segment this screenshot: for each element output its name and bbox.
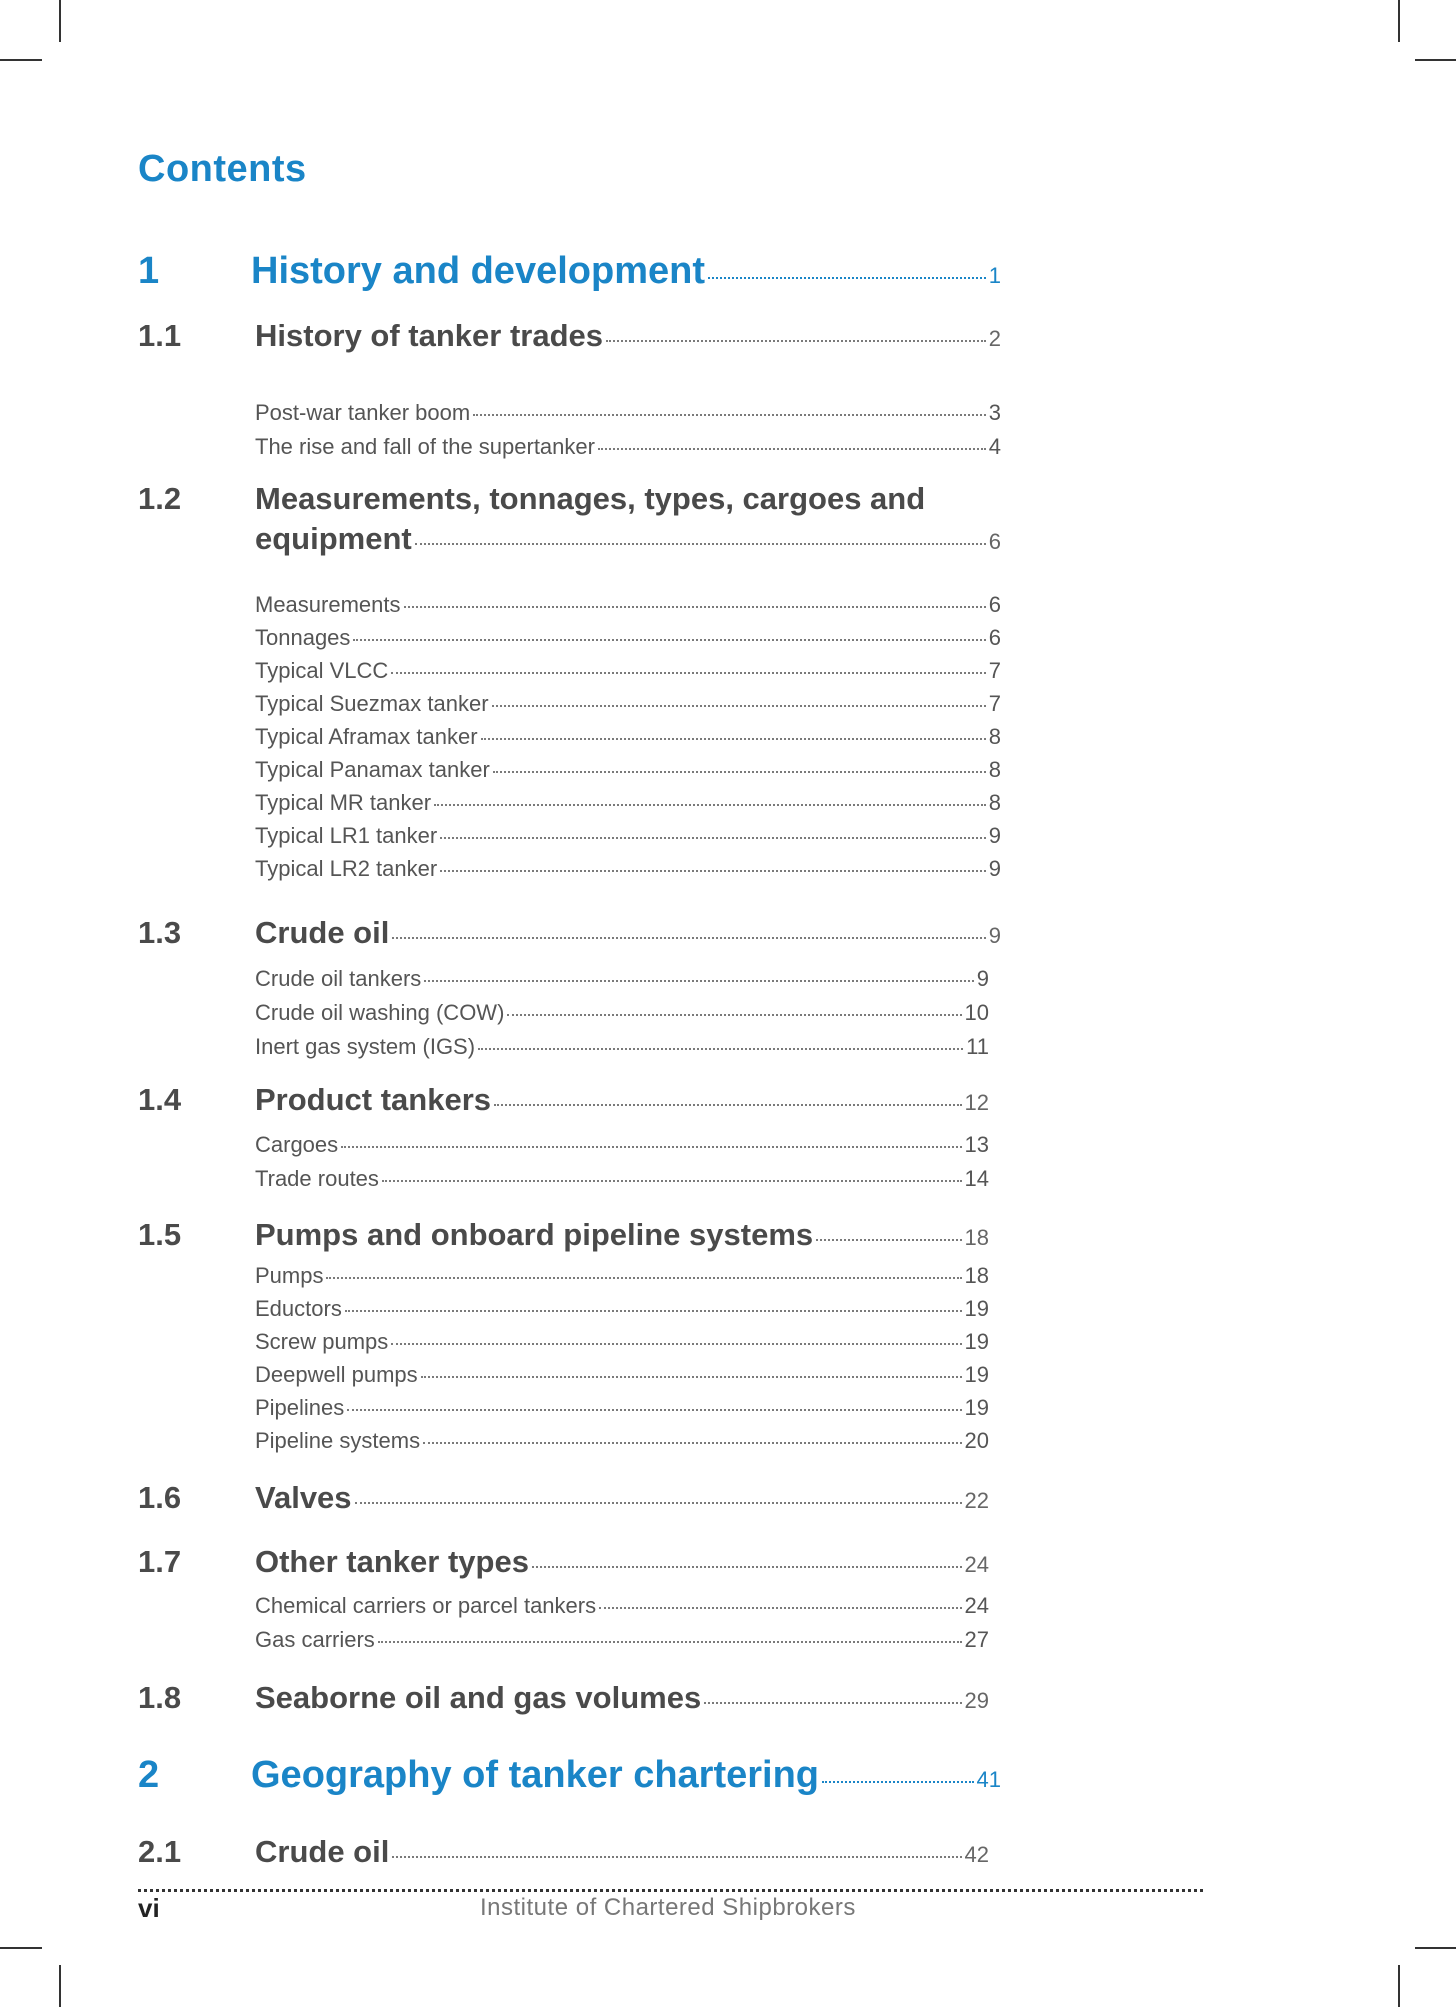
toc-number: 1.4 xyxy=(138,1082,182,1117)
dot-leader xyxy=(606,340,986,342)
toc-page-number: 8 xyxy=(988,757,1001,782)
toc-label-continued: equipment xyxy=(255,521,412,556)
page-title: Contents xyxy=(138,148,307,190)
dot-leader xyxy=(392,937,985,939)
toc-label: Cargoes xyxy=(255,1132,339,1157)
dot-leader xyxy=(434,804,986,806)
page-folio: vi xyxy=(138,1893,160,1923)
toc-page-number: 3 xyxy=(988,400,1001,425)
toc-page-number: 7 xyxy=(988,691,1001,716)
toc-page-number: 9 xyxy=(988,856,1001,881)
toc-number: 1.3 xyxy=(138,915,182,950)
toc-label: Crude oil xyxy=(255,1834,390,1869)
dot-leader xyxy=(492,705,986,707)
dot-leader xyxy=(391,1343,961,1345)
toc-label: Pipeline systems xyxy=(255,1428,421,1453)
crop-mark xyxy=(0,59,42,61)
toc-label: Pumps and onboard pipeline systems xyxy=(255,1217,814,1252)
dot-leader xyxy=(345,1310,962,1312)
toc-page-number: 6 xyxy=(988,529,1001,554)
toc-page-number: 18 xyxy=(964,1225,989,1250)
dot-leader xyxy=(822,1781,974,1783)
toc-page-number: 19 xyxy=(964,1395,989,1420)
toc-page-number: 13 xyxy=(964,1132,989,1157)
toc-label: Measurements, tonnages, types, cargoes and xyxy=(255,481,926,516)
toc-label: Other tanker types xyxy=(255,1544,529,1579)
crop-mark xyxy=(1415,59,1456,61)
toc-label: Pumps xyxy=(255,1263,324,1288)
dot-leader xyxy=(532,1566,962,1568)
toc-page-number: 41 xyxy=(976,1767,1001,1792)
toc-label: Crude oil washing (COW) xyxy=(255,1000,505,1025)
dot-leader xyxy=(404,606,986,608)
dot-leader xyxy=(355,1502,962,1504)
crop-mark xyxy=(1398,0,1400,42)
toc-number: 2.1 xyxy=(138,1834,182,1869)
dot-leader xyxy=(326,1277,961,1279)
dot-leader xyxy=(421,1376,962,1378)
publisher-name: Institute of Chartered Shipbrokers xyxy=(480,1894,856,1921)
toc-number: 1 xyxy=(138,250,160,292)
toc-number: 1.1 xyxy=(138,318,182,353)
toc-label: Typical Aframax tanker xyxy=(255,724,478,749)
toc-page-number: 6 xyxy=(988,592,1001,617)
toc-label: Tonnages xyxy=(255,625,351,650)
dot-leader xyxy=(391,672,985,674)
toc-label: Trade routes xyxy=(255,1166,379,1191)
toc-page-number: 11 xyxy=(966,1034,989,1059)
toc-page-number: 19 xyxy=(964,1362,989,1387)
toc-page-number: 8 xyxy=(988,790,1001,815)
toc-label: Chemical carriers or parcel tankers xyxy=(255,1593,597,1618)
toc-label: Geography of tanker chartering xyxy=(251,1754,820,1796)
dot-leader xyxy=(353,639,985,641)
dot-leader xyxy=(599,1607,961,1609)
toc-number: 1.7 xyxy=(138,1544,182,1579)
crop-mark xyxy=(0,1947,42,1949)
toc-label: Typical LR1 tanker xyxy=(255,823,438,848)
dot-leader xyxy=(478,1048,963,1050)
toc-number: 1.5 xyxy=(138,1217,182,1252)
toc-page-number: 19 xyxy=(964,1329,989,1354)
toc-label: Seaborne oil and gas volumes xyxy=(255,1680,702,1715)
toc-page-number: 9 xyxy=(988,823,1001,848)
dot-leader xyxy=(481,738,986,740)
toc-page-number: 6 xyxy=(988,625,1001,650)
toc-number: 2 xyxy=(138,1754,160,1796)
dot-leader xyxy=(415,543,986,545)
dot-leader xyxy=(507,1014,961,1016)
toc-label: Typical VLCC xyxy=(255,658,389,683)
toc-page-number: 9 xyxy=(988,923,1001,948)
toc-page-number: 19 xyxy=(964,1296,989,1321)
toc-page-number: 18 xyxy=(964,1263,989,1288)
dot-leader xyxy=(704,1702,961,1704)
toc-label: History and development xyxy=(251,250,705,292)
toc-label: Pipelines xyxy=(255,1395,345,1420)
toc-label: Product tankers xyxy=(255,1082,492,1117)
footer-divider xyxy=(138,1889,1203,1892)
toc-label: Screw pumps xyxy=(255,1329,389,1354)
toc-number: 1.6 xyxy=(138,1480,182,1515)
toc-label: Crude oil xyxy=(255,915,390,950)
dot-leader xyxy=(341,1146,961,1148)
dot-leader xyxy=(347,1409,961,1411)
toc-number: 1.8 xyxy=(138,1680,182,1715)
crop-mark xyxy=(59,0,61,42)
crop-mark xyxy=(1398,1965,1400,2007)
dot-leader xyxy=(392,1856,961,1858)
dot-leader xyxy=(440,837,986,839)
toc-page-number: 20 xyxy=(964,1428,989,1453)
dot-leader xyxy=(708,277,986,279)
dot-leader xyxy=(423,1442,961,1444)
toc-label: Post-war tanker boom xyxy=(255,400,471,425)
toc-page-number: 7 xyxy=(988,658,1001,683)
toc-label: Measurements xyxy=(255,592,401,617)
toc-label: History of tanker trades xyxy=(255,318,603,353)
dot-leader xyxy=(493,771,986,773)
toc-page-number: 42 xyxy=(964,1842,989,1867)
toc-page-number: 1 xyxy=(988,263,1001,288)
toc-page-number: 4 xyxy=(988,434,1001,459)
dot-leader xyxy=(424,980,973,982)
toc-page-number: 8 xyxy=(988,724,1001,749)
toc-page-number: 24 xyxy=(964,1593,989,1618)
dot-leader xyxy=(473,414,986,416)
dot-leader xyxy=(494,1104,962,1106)
toc-page-number: 29 xyxy=(964,1688,989,1713)
toc-page-number: 9 xyxy=(976,966,989,991)
dot-leader xyxy=(378,1641,962,1643)
toc-label: Typical Panamax tanker xyxy=(255,757,490,782)
dot-leader xyxy=(382,1180,962,1182)
crop-mark xyxy=(1415,1947,1456,1949)
toc-label: Eductors xyxy=(255,1296,342,1321)
dot-leader xyxy=(598,448,986,450)
toc-page-number: 22 xyxy=(964,1488,989,1513)
toc-label: Typical MR tanker xyxy=(255,790,432,815)
crop-mark xyxy=(59,1965,61,2007)
toc-label: Typical LR2 tanker xyxy=(255,856,438,881)
toc-page-number: 2 xyxy=(988,326,1001,351)
toc-page-number: 12 xyxy=(964,1090,989,1115)
dot-leader xyxy=(440,870,986,872)
toc-label: The rise and fall of the supertanker xyxy=(255,434,595,459)
toc-label: Valves xyxy=(255,1480,352,1515)
toc-label: Gas carriers xyxy=(255,1627,375,1652)
toc-label: Deepwell pumps xyxy=(255,1362,418,1387)
toc-page-number: 27 xyxy=(964,1627,989,1652)
toc-label: Typical Suezmax tanker xyxy=(255,691,489,716)
toc-page-number: 14 xyxy=(964,1166,989,1191)
toc-page-number: 10 xyxy=(964,1000,989,1025)
dot-leader xyxy=(816,1239,961,1241)
toc-number: 1.2 xyxy=(138,481,182,516)
toc-label: Crude oil tankers xyxy=(255,966,422,991)
toc-label: Inert gas system (IGS) xyxy=(255,1034,476,1059)
toc-page-number: 24 xyxy=(964,1552,989,1577)
